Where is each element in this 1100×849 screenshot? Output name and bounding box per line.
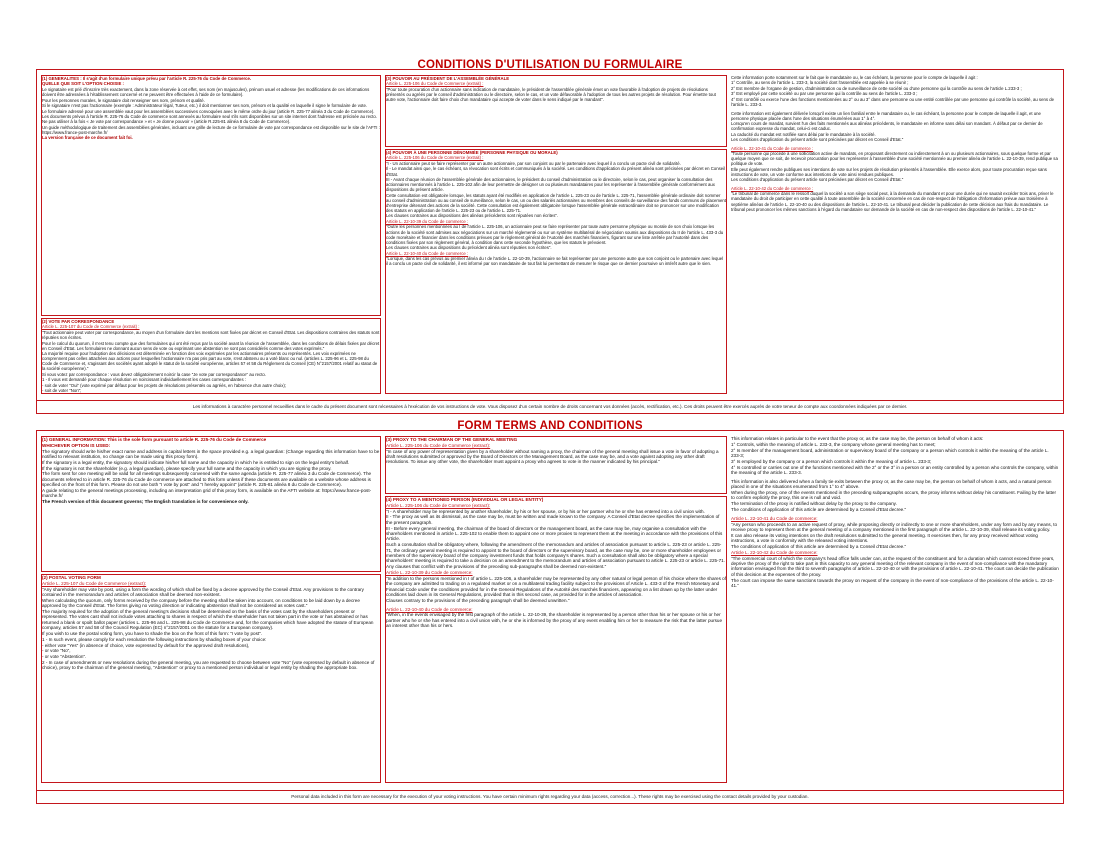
paragraph: "In addition to the persons mentioned in I of article L. 225-106, a shareholder may be represented by any other natural or legal person of his choice where the shares of the company are admitted to trading on a regulated market or on a multilateral trading facility subject to the provisions of Article L. 433-3 of the French Monetary and Financial Code under the conditions provided for in the General Regulations of the Autorité des marchés financiers, appearing on a list drawn up by the latter under conditions laid down in its General Regulations, provided that in this second case, as provided for in the articles of association. — [386, 575, 726, 598]
en-column-2-top — [385, 436, 727, 494]
article-reference: Article L. 225-107 du Code de Commerce (extrait) : — [42, 324, 140, 330]
paragraph: "Tout actionnaire peut voter par correspondance, au moyen d'un formulaire dont les mentions sont fixées par décret en Conseil d'Etat. Les dispositions contraires des statuts sont réputées non écrites. — [42, 329, 380, 341]
section-heading: QUELLE QUE SOIT L'OPTION CHOISIE : — [42, 81, 124, 87]
paragraph: A guide relating to the general meetings processing, including an interpretation grid of this proxy form, is available on the AFTI website at: https://www.france-post-marche.fr/ — [42, 488, 372, 499]
paragraph: If the signatory is a legal entity, the signatory should indicate his/her full name and the capacity in which he is entitled to sign on the legal entity's behalf. — [42, 459, 350, 465]
paragraph: Pour le calcul du quorum, il n'est tenu compte que des formulaires qui ont été reçus par la société avant la réunion de l'assemblée, dans les conditions de délais fixées par décret en Conseil d'Etat. Les formulaires ne donnant aucun sens de vote ou exprimant une abstention ne sont pas considérés comme des votes exprimés." — [42, 340, 380, 351]
paragraph: Si le signataire n'est pas l'actionnaire (exemple : Administrateur légal, Tuteur, etc.) il doit mentionner ses nom, prénom et la qualité en laquelle il signe le formulaire de vote. — [42, 103, 368, 109]
en-column-3 — [731, 436, 1059, 783]
paragraph: "I - A shareholder may be represented by another shareholder, by his or her spouse, or by his or her partner who he or she has entered into a civil union with. — [386, 508, 705, 514]
paragraph: Si vous votez par correspondance : vous devez obligatoirement noircir la case "Je vote par correspondance" au recto. — [42, 371, 266, 377]
paragraph: Such a consultation shall be obligatory where, following the amendment of the memorandum and articles of association pursuant to article L. 225-23 or article L. 225-71, the ordinary general meeting is required to appoint to the board of directors or the supervisory board, as the case may be, one or more shareholder employees or members of the supervisory board of the company investment funds that holds company's shares. Such a consultation shall also be obligatory where a special shareholders' meeting is required to take a decision on an amendment to the memorandum and articles of association pursuant to article L. 225-23 or article L. 225-71. — [386, 542, 725, 564]
paragraph: "Lorsque, dans les cas prévus au premier alinéa du I de l'article L. 22-10-39, l'actionnaire se fait représenter par une personne autre que son conjoint ou le partenaire avec lequel il a conclu un pacte civil de solidarité, il est informé par son mandataire de tout fait lui permettant de mesurer le risque que ce dernier poursuive un intérêt autre que le sien. — [386, 256, 724, 267]
article-reference: Article L. 22-10-41 du Code de commerce : — [731, 145, 814, 151]
paragraph: III - Before every general meeting, the chairman of the board of directors or the management board, as the case may be, may organise a consultation with the shareholders mentioned in article L. 225-102 to enable them to appoint one or more proxies to represent them at the meeting in accordance with the provisions of this Article. — [386, 525, 723, 542]
paragraph: "The commercial court of which the company's head office falls under can, at the request of the constituent and for a duration which cannot exceed three years, deprive the proxy of the right to take part in this capacity to any general meeting of the relevant company in the event of non-compliance with the mandatory information envisaged from the third to seventh paragraphs of article L. 22-10-40 or with the provisions of article L. 22-10-41. The court can decide the publication of this decision at the expenses of the proxy. — [731, 555, 1059, 577]
paragraph: 2° Est membre de l'organe de gestion, d'administration ou de surveillance de cette société ou d'une personne qui la contrôle au sens de l'article L.233-3 ; — [731, 85, 1022, 91]
paragraph: The termination of the proxy is notified without delay by the proxy to the company. — [731, 501, 897, 507]
french-conditions-frame — [36, 69, 1064, 414]
article-reference: Article L. 225-106 du Code de Commerce (extrait) : — [386, 155, 484, 161]
paragraph: Elle peut également rendre publiques ses intentions de vote sur les projets de résolution présentés à l'assemblée. Elle exerce alors, pour toute procuration reçue sans instructions de vote, un vote conforme aux intentions de vote ainsi rendues publiques. — [731, 166, 1047, 177]
paragraph: Les documents prévus à l'article R. 225-76 du Code de commerce sont annexés au formulaire seul s'ils sont disponibles sur un site internet dont l'adresse est précisée au recto. Ne pas utiliser à la fois « Je vote par correspondance » et « Je donne pouvoir » (article R.225-81 alinéa 8 du Code de Commerce). — [42, 114, 377, 125]
paragraph: Cette information est également délivrée lorsqu'il existe un lien familial entre le mandataire ou, le cas échéant, la personne pour le compte de laquelle il agit, et une personne physique placée dans l'une des situations énumérées aux 1° à 4°. — [731, 110, 1041, 121]
english-section-title: FORM TERMS AND CONDITIONS — [457, 420, 643, 432]
fr-column-2-top — [385, 75, 727, 147]
section-heading: WHICHEVER OPTION IS USED: — [42, 442, 111, 448]
paragraph: Les clauses contraires aux dispositions des alinéas précédents sont réputées non écrites". — [386, 213, 559, 219]
fr-column-1-bottom — [41, 318, 381, 394]
paragraph: "Any shareholder may vote by post, using a form the wording of which shall be fixed by a decree approved by the Conseil d'Etat. Any provisions to the contrary contained in the memorandum and articles of association shall be deemed non-existent. — [42, 586, 364, 597]
paragraph: When during the proxy, one of the events mentioned in the preceding subparagraphs occurs, the proxy informs without delay his constituent. Failing by the latter to confirm explicitly the proxy, this one is null and void. — [731, 490, 1056, 501]
french-section-title: CONDITIONS D'UTILISATION DU FORMULAIRE — [417, 59, 683, 71]
paragraph: 2 - In case of amendments or new resolutions during the general meeting, you are requested to choose between vote "No" (vote expressed by default in absence of choice), proxy to the chairman of the general meeting, "Abstention" or proxy to a mentioned person individual or legal entity by shading the appropriate box. — [42, 660, 375, 671]
paragraph: It can also release its voting intentions on the draft resolutions submitted to the general meeting. It exercises then, for any proxy received without voting instructions, a vote in conformity with the released voting intentions. — [731, 532, 1038, 544]
article-reference: Article L. 225-106 du Code de Commerce (extract): — [386, 442, 491, 448]
paragraph: "Le tribunal de commerce dans le ressort duquel la société a son siège social peut, à la demande du mandant et pour une durée qui ne saurait excéder trois ans, priver le mandataire du droit de participer en cette qualité à toute assemblée de la société concernée en cas de non-respect de l'obligation d'information prévue aux troisième à septième alinéas de l'article L. 22-10-40 ou des dispositions de l'article L. 22-10-41. Le tribunal peut décider la publication de cette décision aux frais du mandataire. Le tribunal peut prononcer les mêmes sanctions à l'égard du mandataire sur demande de la société en cas de non-respect des dispositions de l'article L. 22-10-41." — [731, 191, 1054, 212]
paragraph: 3° Est employé par cette société ou par une personne qui la contrôle au sens de l'article L. 233-3 ; — [731, 91, 918, 97]
paragraph: "Toute personne qui procède à une sollicitation active de mandats, en proposant directement ou indirectement à un ou plusieurs actionnaires, sous quelque forme et par quelque moyen que ce soit, de recevoir procuration pour les représenter à l'assemblée d'une société mentionnée au premier alinéa de l'article L. 22-10-39, rend publique sa politique de vote. — [731, 151, 1058, 167]
article-reference: Article L. 22-10-39 du Code de commerce: — [386, 570, 473, 576]
article-reference: Article L. 22-10-41 du Code de commerce: — [731, 515, 818, 521]
paragraph: 2° Is member of the management board, administration or supervisory board of the company or a person which controls it within the meaning of the article L. 233-3; — [731, 447, 1049, 458]
section-heading: (2) VOTE PAR CORRESPONDANCE — [42, 319, 115, 324]
en-column-1-bottom — [41, 574, 381, 783]
section-heading: (2) POSTAL VOTING FORM — [42, 575, 101, 580]
paragraph: This information is also delivered when a family tie exits between the proxy or, as the case may be, the person on behalf of whom it acts, and a natural person placed in one of the situations enumerated from 1° to 4° above. — [731, 478, 1052, 490]
article-reference: Article L. 22-10-42 du Code de commerce : — [731, 185, 814, 191]
fr-column-2-bottom — [385, 149, 727, 394]
paragraph: "In case of any power of representation given by a shareholder without naming a proxy, the chairman of the general meeting shall issue a vote in favor of adopting a draft resolutions submitted or approved by the Board of Directors or the Management Board, as the case may be, and a vote against adopting any other draft resolutions. To issue any other vote, the shareholder must appoint a proxy who agrees to vote in the manner indicated by his principal." — [386, 448, 719, 465]
section-heading: (3) POUVOIR AU PRÉSIDENT DE L'ASSEMBLÉE GÉNÉRALE — [386, 76, 510, 81]
paragraph: Les clauses contraires aux dispositions du précédent alinéa sont réputées non écrites". — [386, 245, 552, 251]
paragraph: - soit de voter "Oui" (vote exprimé par défaut pour les projets de résolutions présentés ou agréés, en l'absence d'un autre choix); — [42, 382, 287, 388]
paragraph: II - The proxy as well as its dismissal, as the case may be, must be written and made known to the company. A Conseil d'Etat decree specifies the implementation of the present paragraph. — [386, 514, 720, 525]
paragraph: Cette information porte notamment sur le fait que le mandataire ou, le cas échéant, la personne pour le compte de laquelle il agit : — [731, 75, 978, 80]
section-heading: (3) PROXY TO THE CHAIRMAN OF THE GENERAL MEETING — [386, 437, 518, 442]
paragraph: "When, in the events envisaged by the first paragraph of the article L. 22-10-39, the shareholder is represented by a person other than his or her spouse or his or her partner who he or she has entered into a civil union with, he or she is informed by the proxy of any event enabling him or her to measure the risk that the latter pursue an interest other than his or hers. — [386, 612, 723, 629]
paragraph: The conditions of application of this article are determined by a Conseil d'Etat decree." — [731, 507, 907, 512]
paragraph: The majority required for the adoption of the general meeting's decisions shall be determined on the basis of the votes cast by the shareholders present or represented. The votes cast shall not include votes attaching to shares in respect of which the shareholder has not taken part in the vote or has abstained or has returned a blank or spoilt ballot paper (articles L. 225-96 and L. 225-98 du Code de Commerce and, for the companies which have adopted the statute of European company, articles 57 and 58 of the Council Regulation (EC) n°2157/2001 on the statute for a European company). — [42, 609, 374, 631]
section-heading: (1) GENERALITES : Il s'agit d'un formulaire unique prévu par l'article R. 225-76 du Code de Commerce. — [42, 76, 252, 81]
paragraph: "Outre les personnes mentionnées au I de l'article L. 225-106, un actionnaire peut se faire représenter par toute autre personne physique ou morale de son choix lorsque les actions de la société sont admises aux négociations sur un marché réglementé ou sur un système multilatéral de négociation soumis aux dispositions du II de l'article L. 433-3 du code monétaire et financier dans les conditions prévues par le règlement général de l'Autorité des marchés financiers, figurant sur une liste arrêtée par l'autorité dans des conditions fixées par son règlement général, à condition dans cette seconde hypothèse, que les statuts le prévoient. — [386, 224, 724, 245]
paragraph: 1° Controls, within the meaning of article L. 233-3, the company whose general meeting has to meet; — [731, 441, 936, 447]
article-reference: Article L. 225-106 du Code de Commerce (extrait) : — [386, 81, 484, 87]
paragraph: 1° Contrôle, au sens de l'article L. 233-3, la société dont l'assemblée est appelée à se réunir ; — [731, 80, 909, 86]
paragraph: If you wish to use the postal voting form, you have to shade the box on the front of this form: "I vote by post". — [42, 631, 263, 637]
paragraph: - or vote "Abstention". — [42, 654, 87, 660]
paragraph: Les conditions d'application du présent article sont précisées par décret en Conseil d'Etat." — [731, 177, 904, 183]
article-reference: Article L. 22-10-40 du Code de commerce : — [386, 250, 469, 256]
paragraph: The conditions of application of this article are determined by a Conseil d'Etat decree." — [731, 544, 907, 549]
paragraph: - or vote "No", — [42, 648, 71, 654]
paragraph: Le formulaire adressé pour une assemblée vaut pour les assemblées successives convoquées avec le même ordre du jour (article R. 225-77 alinéa 3 du Code de Commerce). — [42, 108, 375, 114]
paragraph: - soit de voter "Non"; — [42, 388, 82, 394]
article-reference: Article L. 225-106 du Code de Commerce (extract): — [386, 502, 491, 508]
article-reference: Article L. 22-10-42 du Code de commerce: — [731, 549, 818, 555]
paragraph: "I - Un actionnaire peut se faire représenter par un autre actionnaire, par son conjoint ou par le partenaire avec lequel il a conclu un pacte civil de solidarité. — [386, 160, 681, 166]
paragraph: 4° Est contrôlé ou exerce l'une des fonctions mentionnées au 2° ou au 3° dans une personne ou une entité contrôlée par une personne qui contrôle la société, au sens de l'article L. 233-3. — [731, 96, 1054, 108]
paragraph: This information relates in particular to the event that the proxy or, as the case may be, the person on behalf of whom it acts: — [731, 436, 984, 441]
paragraph: Les conditions d'application du présent article sont précisées par décret en Conseil d'Etat." — [731, 137, 904, 143]
fr-column-3 — [731, 75, 1059, 394]
paragraph: The signatory should write his/her exact name and address in capital letters in the space provided e.g. a legal guardian: (Change regarding this information have to be notified to relevant institution, no change can be made using this proxy form). — [42, 448, 380, 459]
paragraph: Il - Le mandat ainsi que, le cas échéant, sa révocation sont écrits et communiqués à la société. Les conditions d'application du présent alinéa sont précisées par décret en Conseil d'Etat. — [386, 166, 726, 177]
section-heading: (1) GENERAL INFORMATION: This is the sole form pursuant to article R. 225-76 du Code de Commerce — [42, 437, 267, 442]
paragraph: Cette consultation est obligatoire lorsque, les statuts ayant été modifiés en application de l'article L. 225-23 ou de l'article L. 225-71, l'assemblée générale ordinaire doit nommer au conseil d'administration ou au conseil de surveillance, selon le cas, un ou des salariés actionnaires ou membres des conseils de surveillance des fonds communs de placement d'entreprise détenant des actions de la société. Cette consultation est également obligatoire lorsque l'assemblée générale extraordinaire doit se prononcer sur une modification des statuts en application de l'article L. 225-23 ou de l'article L. 225-71. — [386, 192, 726, 213]
paragraph: La majorité requise pour l'adoption des décisions est déterminée en fonction des voix exprimées par les actionnaires présents ou représentés. Les voix exprimées ne comprennent pas celles attachées aux actions pour lesquelles l'actionnaire n'a pas pris part au vote, s'est abstenu ou a voté blanc ou nul. (articles L. 225-96 et L. 225-98 du Code de Commerce et, s'agissant des sociétés ayant adopté le statut de la société européenne, articles 57 et 58 du Règlement du Conseil (CE) N°2157/2001 relatif au statut de la société européenne)." — [42, 351, 378, 372]
paragraph: La caducité du mandat est notifiée sans délai par le mandataire à la société. — [731, 131, 876, 137]
paragraph: Lorsqu'en cours de mandat, survient l'un des faits mentionnés aux alinéas précédents, le mandataire en informe sans délai son mandant. À défaut par ce dernier de confirmation expresse du mandat, celui-ci est caduc. — [731, 121, 1043, 132]
en-column-1-top — [41, 436, 381, 572]
paragraph: - either vote "Yes" (in absence of choice, vote expressed by default for the approved draft resolutions), — [42, 642, 250, 648]
paragraph: The form sent for one meeting will be valid for all meetings subsequently convened with the same agenda (article R. 225-77 alinéa 3 du Code de Commerce). The documents referred to in article R. 225-76 du Code de commerce are attached to this form unless if these documents are available on a website whose address is specified on the front of this form. Please do not use both "I vote by post" and "I hereby appoint" (article R. 225-81 alinéa 8 du Code de Commerce). — [42, 471, 372, 488]
section-heading: (4) PROXY TO A MENTIONED PERSON (INDIVIDUAL OR LEGAL ENTITY) — [386, 497, 544, 502]
paragraph: III - Avant chaque réunion de l'assemblée générale des actionnaires, le président du conseil d'administration ou le directoire, selon le cas, peut organiser la consultation des actionnaires mentionnés à l'article L. 225-102 afin de leur permettre de désigner un ou plusieurs mandataires pour les représenter à l'assemblée générale conformément aux dispositions du présent article. — [386, 177, 715, 193]
paragraph: If the signatory is not the shareholder (e.g. a legal guardian), please specify your full name and the capacity in which you are signing the proxy. — [42, 465, 332, 471]
paragraph: When calculating the quorum, only forms received by the company before the meeting shall be taken into account, on conditions to be laid down by a decree approved by the Conseil d'Etat. The forms giving no voting direction or indicating abstention shall not be considered as votes cast." — [42, 597, 360, 609]
paragraph: 4° Is controlled or carries out one of the functions mentioned with the 2° or the 3° in a person or an entity controlled by a person who controls the company, within the meaning of the article L. 233-3. — [731, 464, 1059, 475]
paragraph: 3° Is employed by the company or a person which controls it within the meaning of article L. 233-3; — [731, 458, 932, 464]
paragraph: 1 - In such event, please comply for each resolution the following instructions by shading boxes of your choice: — [42, 636, 267, 642]
section-heading: La version française de ce document fait foi. — [42, 135, 133, 141]
paragraph: Any clauses that conflict with the provisions of the preceding sub-paragraphs shall be deemed non-existent." — [386, 564, 607, 570]
paragraph: "Any person who proceeds to an active request of proxy, while proposing directly or indirectly to one or more shareholders, under any form and by any means, to receive proxy to represent them at the general meeting of a company mentioned in the first paragraph of the article L. 22-10-39, shall release its voting policy. — [731, 521, 1058, 532]
paragraph: The court can impose the same sanctions towards the proxy on request of the company in the event of non-compliance of the provisions of the article L. 22-10-41." — [731, 577, 1054, 589]
paragraph: "Pour toute procuration d'un actionnaire sans indication de mandataire, le président de l'assemblée générale émet un vote favorable à l'adoption de projets de résolutions présentés ou agréés par le conseil d'administration ou le directoire, selon le cas, et un vote défavorable à l'adoption de tous les autres projets de résolution. Pour émettre tout autre vote, l'actionnaire doit faire choix d'un mandataire qui accepte de voter dans le sens indiqué par le mandant". — [386, 86, 716, 103]
paragraph: Un guide méthodologique de traitement des assemblées générales, incluant une grille de lecture de ce formulaire de vote par correspondance est disponible sur le site de l'AFTI : https://www.france-post-marche.fr/ — [42, 124, 380, 135]
paragraph: The French version of this document governs; The English translation is for convenience only. — [42, 499, 249, 505]
article-reference: Article L. 22-10-39 du Code de commerce : — [386, 218, 469, 224]
paragraph-spacer — [42, 505, 380, 508]
section-heading: (4) POUVOIR À UNE PERSONNE DÉNOMMÉE (PERSONNE PHYSIQUE OU MORALE) — [386, 150, 558, 155]
paragraph: Pour les personnes morales, le signataire doit renseigner ses nom, prénom et qualité. — [42, 97, 205, 103]
article-reference: Article L. 225-107 du Code de Commerce (extract): — [42, 580, 147, 586]
paragraph: Clauses contrary to the provisions of the preceding paragraph shall be deemed unwritten." — [386, 597, 570, 603]
fr-privacy-footer: Les informations à caractère personnel recueillies dans le cadre du présent document sont nécessaires à l'exécution de vos instructions de vote. Vous disposez d'un certain nombre de droits concernant vos données (accès, rectification, etc.). Ces droits peuvent être exercés auprès de votre teneur de compte aux coordonnées indiquées par ce dernier. — [37, 400, 1063, 413]
article-reference: Article L. 22-10-40 du Code de commerce: — [386, 606, 473, 612]
fr-column-1-top — [41, 75, 381, 316]
en-privacy-footer: Personal data included in this form are necessary for the execution of your voting instructions. You have certain minimum rights regarding your data (access, correction...). These rights may be exercised using the contact details provided by your custodian. — [37, 790, 1063, 803]
paragraph: Le signataire est prié d'inscrire très exactement, dans la zone réservée à cet effet, ses nom (en majuscules), prénom usuel et adresse (les modifications de ces informations doivent être adressées à l'établissement concerné et ne peuvent être effectuées à l'aide de ce formulaire). — [42, 86, 370, 98]
english-conditions-frame — [36, 430, 1064, 804]
en-column-2-bottom — [385, 496, 727, 783]
paragraph: 1 - Il vous est demandé pour chaque résolution en noircissant individuellement les cases correspondantes : — [42, 377, 246, 383]
